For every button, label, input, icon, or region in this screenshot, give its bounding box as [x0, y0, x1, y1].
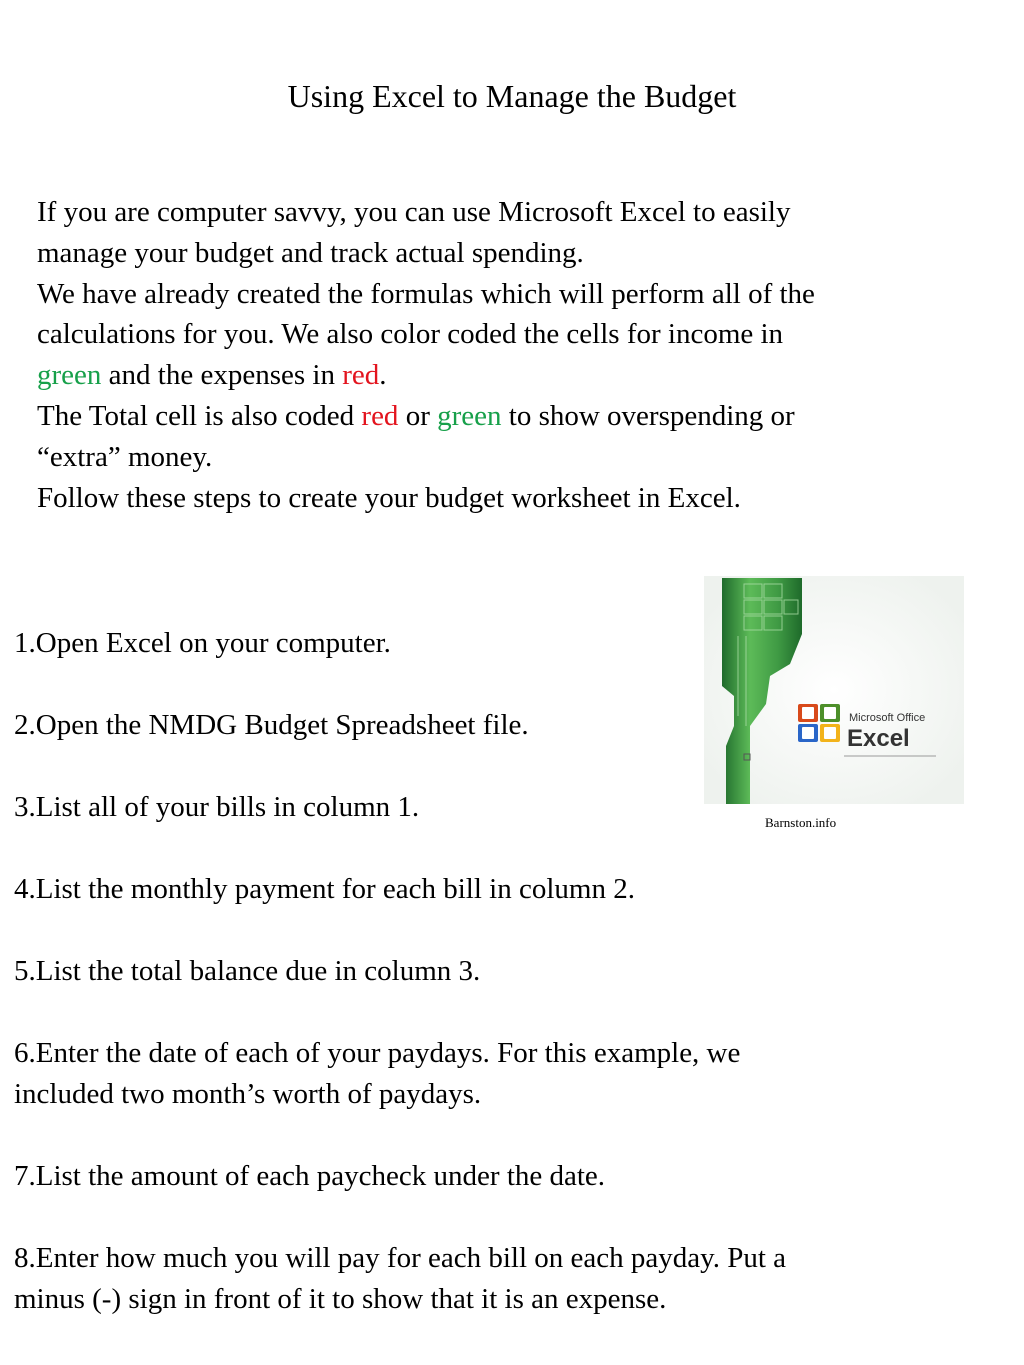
- step-line: 8.Enter how much you will pay for each bill on each payday. Put a: [14, 1242, 787, 1274]
- intro-line: [37, 396, 997, 437]
- intro-text: The Total cell is also coded: [37, 399, 362, 432]
- step-line: 6.Enter the date of each of your paydays. For this example, we: [14, 1037, 741, 1069]
- step-line: minus (-) sign in front of it to show that it is an expense.: [14, 1283, 667, 1315]
- step-item: 2.Open the NMDG Budget Spreadsheet file.: [14, 709, 529, 741]
- logo-brand-large: Excel: [847, 725, 910, 752]
- green-word: green: [37, 359, 102, 392]
- intro-line: manage your budget and track actual spending.: [37, 236, 584, 269]
- step-item: 7.List the amount of each paycheck under the date.: [14, 1160, 606, 1192]
- step-item: [14, 1033, 1014, 1115]
- intro-text: to show overspending or: [501, 399, 795, 432]
- red-word: red: [361, 399, 399, 432]
- intro-text: or: [398, 399, 438, 432]
- green-word: green: [437, 399, 502, 432]
- image-caption: Barnston.info: [765, 815, 837, 830]
- page-title: Using Excel to Manage the Budget: [287, 78, 737, 114]
- intro-paragraph: [37, 192, 997, 518]
- intro-line: If you are computer savvy, you can use Microsoft Excel to easily: [37, 196, 791, 228]
- intro-line: “extra” money.: [37, 440, 213, 473]
- step-item: [14, 1238, 1014, 1320]
- intro-line: We have already created the formulas which will perform all of the: [37, 277, 815, 310]
- intro-text: and the expenses in: [101, 359, 343, 392]
- step-item: 4.List the monthly payment for each bill in column 2.: [14, 873, 635, 905]
- step-line: included two month’s worth of paydays.: [14, 1078, 482, 1110]
- excel-logo-image: [704, 576, 964, 804]
- step-item: 5.List the total balance due in column 3.: [14, 955, 481, 987]
- step-item: 3.List all of your bills in column 1.: [14, 791, 420, 823]
- red-word: red: [342, 359, 380, 392]
- intro-line: [37, 355, 997, 396]
- step-item: 1.Open Excel on your computer.: [14, 627, 391, 659]
- intro-line: Follow these steps to create your budget worksheet in Excel.: [37, 481, 741, 514]
- logo-brand-small: Microsoft Office: [849, 712, 926, 724]
- intro-line: calculations for you. We also color coded the cells for income in: [37, 318, 784, 351]
- intro-text: .: [379, 359, 387, 392]
